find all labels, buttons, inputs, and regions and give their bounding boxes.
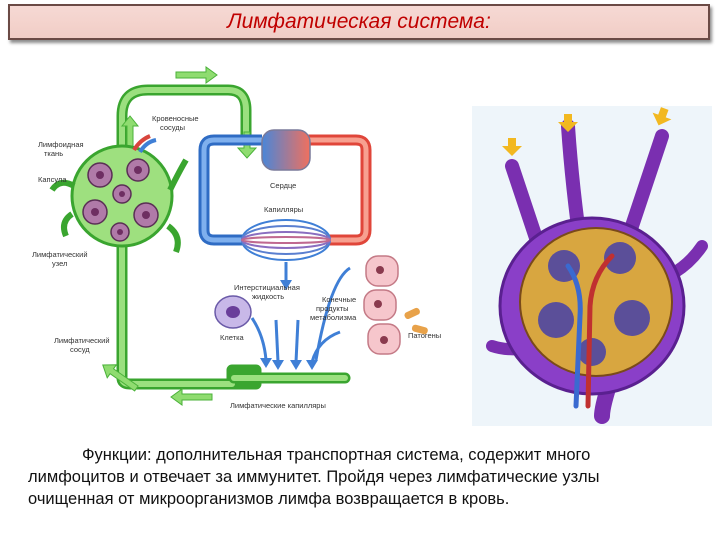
label-pathogens: Патогены bbox=[408, 331, 442, 340]
label-capsule: Капсула bbox=[38, 175, 67, 184]
label-interstitial-fluid: Интерстициальная bbox=[234, 283, 300, 292]
lymph-node-illustration bbox=[472, 106, 712, 426]
description-line-1: Функции: дополнительная транспортная система, содержит много bbox=[82, 446, 591, 464]
label-metabolic-products-3: метаболизма bbox=[310, 313, 357, 322]
blood-circuit bbox=[204, 130, 366, 260]
label-blood-vessels: Кровеносные bbox=[152, 114, 199, 123]
label-lymph-capillaries: Лимфатические капилляры bbox=[230, 401, 326, 410]
label-capillaries: Капилляры bbox=[264, 205, 304, 214]
lymph-node bbox=[52, 136, 186, 252]
label-cell: Клетка bbox=[220, 333, 244, 342]
label-lymphoid-tissue-2: ткань bbox=[44, 149, 64, 158]
label-heart: Сердце bbox=[270, 181, 297, 190]
description-line-3: очищенная от микроорганизмов лимфа возвращается в кровь. bbox=[28, 490, 510, 508]
description-line-2: лимфоцитов и отвечает за иммунитет. Пройдя через лимфатические узлы bbox=[28, 468, 600, 486]
label-metabolic-products-2: продукты bbox=[316, 304, 349, 313]
label-blood-vessels-2: сосуды bbox=[160, 123, 186, 132]
label-lymphoid-tissue: Лимфоидная bbox=[38, 140, 84, 149]
label-lymph-node-2: узел bbox=[52, 259, 68, 268]
label-lymph-vessel: Лимфатический bbox=[54, 336, 110, 345]
label-interstitial-fluid-2: жидкость bbox=[252, 292, 285, 301]
label-lymph-vessel-2: сосуд bbox=[70, 345, 90, 354]
description-text bbox=[28, 444, 708, 510]
page-title: Лимфатическая система: bbox=[227, 10, 491, 33]
label-lymph-node: Лимфатический bbox=[32, 250, 88, 259]
label-metabolic-products: Конечные bbox=[322, 295, 357, 304]
